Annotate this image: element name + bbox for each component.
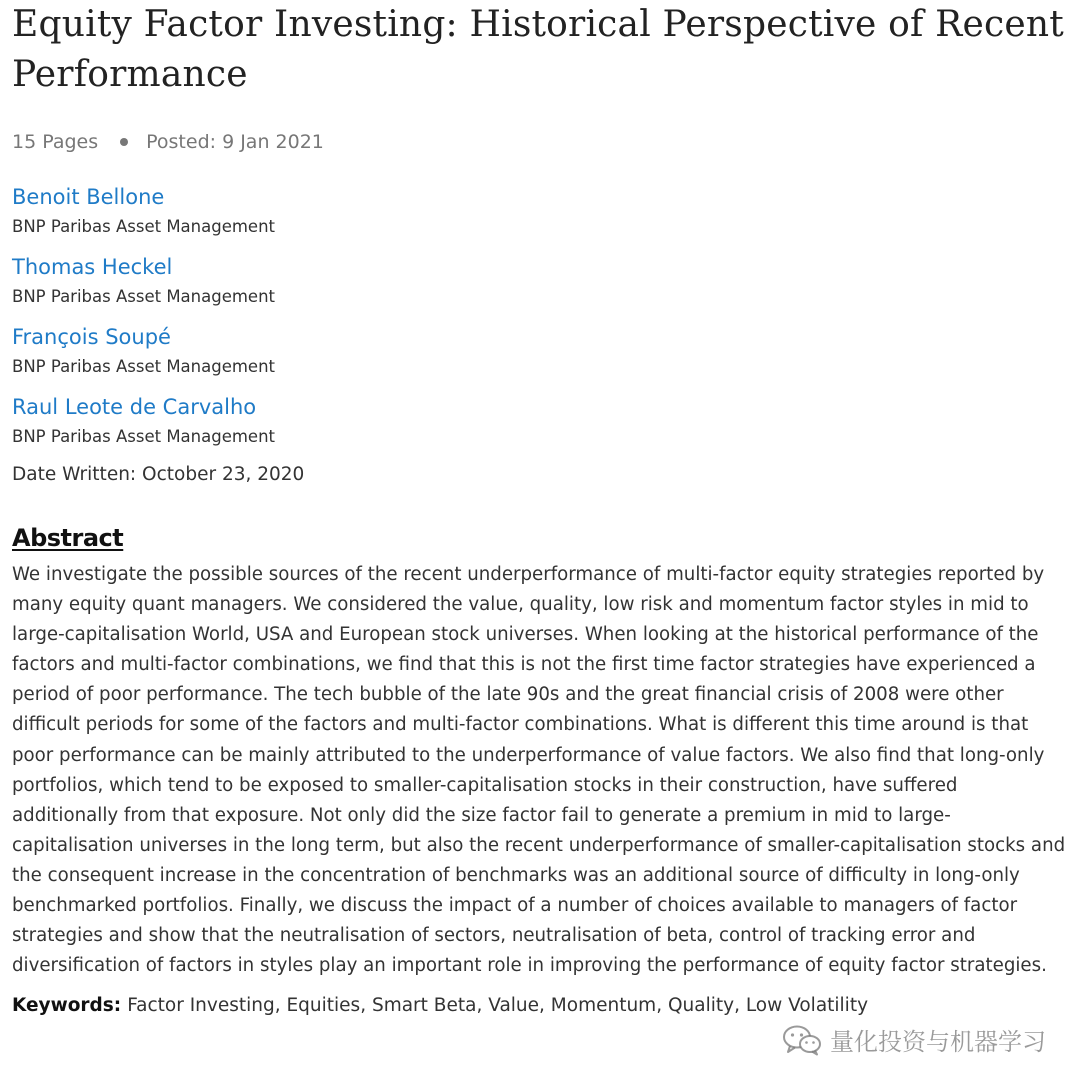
- author-entry: [12, 182, 1072, 238]
- author-link[interactable]: Thomas Heckel: [12, 255, 173, 279]
- page-count: 15 Pages: [12, 131, 99, 153]
- paper-meta: [12, 128, 1072, 156]
- author-link[interactable]: François Soupé: [12, 325, 171, 349]
- author-link[interactable]: Raul Leote de Carvalho: [12, 395, 257, 419]
- abstract-heading: Abstract: [12, 524, 124, 552]
- author-entry: [12, 252, 1072, 308]
- date-written: Date Written: October 23, 2020: [12, 464, 305, 485]
- paper-page: [12, 0, 1072, 1019]
- keywords-value: Factor Investing, Equities, Smart Beta, Value, Momentum, Quality, Low Volatility: [127, 995, 869, 1017]
- bullet-separator: [120, 138, 128, 146]
- watermark: [782, 1022, 1046, 1057]
- watermark-text: 量化投资与机器学习: [830, 1028, 1046, 1056]
- keywords-label: Keywords:: [12, 995, 122, 1017]
- author-entry: [12, 392, 1072, 448]
- wechat-icon: [782, 1024, 822, 1056]
- author-affiliation: BNP Paribas Asset Management: [12, 217, 276, 236]
- keywords-line: [12, 993, 1072, 1019]
- author-list: [12, 182, 1072, 448]
- author-link[interactable]: Benoit Bellone: [12, 185, 165, 209]
- author-affiliation: BNP Paribas Asset Management: [12, 357, 276, 376]
- abstract-text: We investigate the possible sources of the recent underperformance of multi-factor equity strategies reported by many equity quant managers. We considered the value, quality, low risk and momentum factor styles in mid to large-capitalisation World, USA and European stock universes. When looking at the historical performance of the factors and multi-factor combinations, we find that this is not the first time factor strategies have experienced a period of poor performance. The tech bubble of the late 90s and the great financial crisis of 2008 were other difficult periods for some of the factors and multi-factor combinations. What is different this time around is that poor performance can be mainly attributed to the underperformance of value factors. We also find that long-only portfolios, which tend to be exposed to smaller-capitalisation stocks in their construction, have suffered additionally from that exposure. Not only did the size factor fail to generate a premium in mid to large-capitalisation universes in the long term, but also the recent underperformance of smaller-capitalisation stocks and the consequent increase in the concentration of benchmarks was an additional source of difficulty in long-only benchmarked portfolios. Finally, we discuss the impact of a number of choices available to managers of factor strategies and show that the neutralisation of sectors, neutralisation of beta, control of tracking error and diversification of factors in styles play an important role in improving the performance of equity factor strategies.: [12, 564, 1066, 977]
- author-affiliation: BNP Paribas Asset Management: [12, 427, 276, 446]
- author-affiliation: BNP Paribas Asset Management: [12, 287, 276, 306]
- posted-date: Posted: 9 Jan 2021: [146, 131, 324, 153]
- author-entry: [12, 322, 1072, 378]
- paper-title: Equity Factor Investing: Historical Perspective of Recent Performance: [12, 4, 1064, 95]
